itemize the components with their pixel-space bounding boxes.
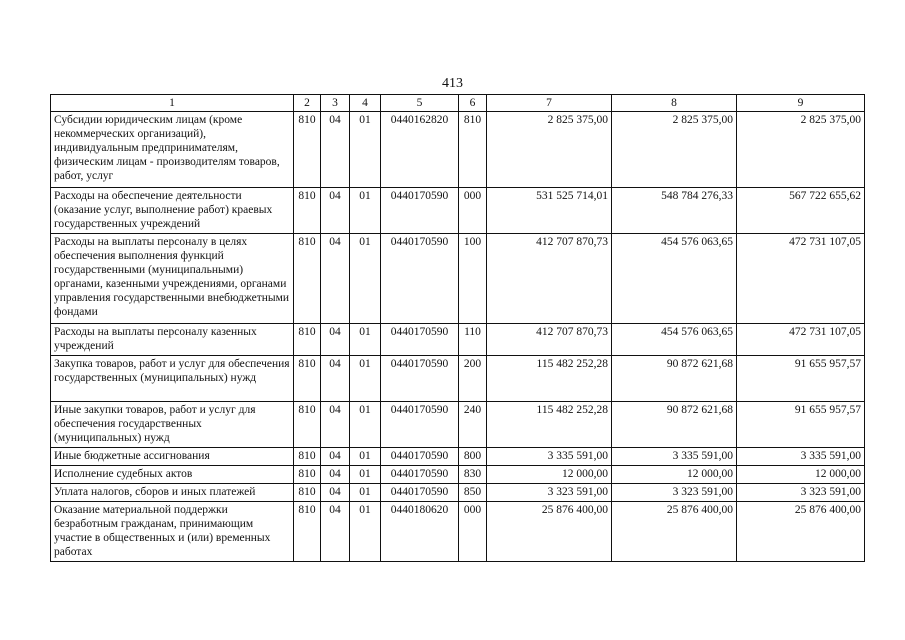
row-code-6: 830 — [459, 466, 487, 484]
row-code-4: 01 — [350, 402, 381, 448]
column-header: 1 — [51, 95, 294, 112]
row-code-3: 04 — [321, 112, 350, 188]
column-header: 4 — [350, 95, 381, 112]
row-code-5: 0440170590 — [381, 324, 459, 356]
row-amount-8: 3 323 591,00 — [612, 484, 737, 502]
row-code-2: 810 — [294, 324, 321, 356]
row-amount-7: 115 482 252,28 — [487, 356, 612, 402]
row-amount-8: 548 784 276,33 — [612, 188, 737, 234]
row-code-3: 04 — [321, 234, 350, 324]
row-amount-8: 454 576 063,65 — [612, 324, 737, 356]
table-row — [51, 112, 865, 188]
row-amount-7: 12 000,00 — [487, 466, 612, 484]
budget-table — [50, 94, 865, 562]
page-number: 413 — [442, 76, 463, 91]
column-header: 5 — [381, 95, 459, 112]
row-code-5: 0440170590 — [381, 448, 459, 466]
row-name: Расходы на выплаты персоналу казенных учреждений — [51, 324, 294, 356]
row-code-4: 01 — [350, 466, 381, 484]
row-name: Расходы на обеспечение деятельности (оказание услуг, выполнение работ) краевых государственных учреждений — [51, 188, 294, 234]
table-row — [51, 188, 865, 234]
row-code-5: 0440170590 — [381, 402, 459, 448]
row-amount-7: 115 482 252,28 — [487, 402, 612, 448]
row-code-3: 04 — [321, 402, 350, 448]
row-amount-9: 91 655 957,57 — [737, 356, 865, 402]
row-amount-8: 25 876 400,00 — [612, 502, 737, 562]
row-amount-8: 90 872 621,68 — [612, 402, 737, 448]
row-amount-9: 3 323 591,00 — [737, 484, 865, 502]
row-code-5: 0440170590 — [381, 466, 459, 484]
row-code-4: 01 — [350, 112, 381, 188]
row-amount-9: 91 655 957,57 — [737, 402, 865, 448]
row-code-3: 04 — [321, 356, 350, 402]
row-code-6: 800 — [459, 448, 487, 466]
row-code-2: 810 — [294, 402, 321, 448]
row-amount-7: 531 525 714,01 — [487, 188, 612, 234]
row-amount-9: 3 335 591,00 — [737, 448, 865, 466]
column-number-row — [51, 95, 865, 112]
row-code-5: 0440170590 — [381, 188, 459, 234]
row-amount-7: 412 707 870,73 — [487, 234, 612, 324]
row-name: Закупка товаров, работ и услуг для обеспечения государственных (муниципальных) нужд — [51, 356, 294, 402]
row-code-4: 01 — [350, 502, 381, 562]
row-code-3: 04 — [321, 502, 350, 562]
row-amount-9: 2 825 375,00 — [737, 112, 865, 188]
row-code-3: 04 — [321, 188, 350, 234]
row-name: Иные бюджетные ассигнования — [51, 448, 294, 466]
table-row — [51, 448, 865, 466]
row-code-6: 850 — [459, 484, 487, 502]
row-name: Иные закупки товаров, работ и услуг для обеспечения государственных (муниципальных) нужд — [51, 402, 294, 448]
row-amount-7: 3 323 591,00 — [487, 484, 612, 502]
column-header: 3 — [321, 95, 350, 112]
row-code-6: 110 — [459, 324, 487, 356]
column-header: 7 — [487, 95, 612, 112]
table-row — [51, 324, 865, 356]
row-name: Уплата налогов, сборов и иных платежей — [51, 484, 294, 502]
table-row — [51, 234, 865, 324]
row-amount-9: 472 731 107,05 — [737, 324, 865, 356]
row-code-4: 01 — [350, 484, 381, 502]
row-name: Субсидии юридическим лицам (кроме некоммерческих организаций), индивидуальным предпринимателям, физическим лицам - производителям товаров, работ, услуг — [51, 112, 294, 188]
row-code-4: 01 — [350, 234, 381, 324]
row-amount-9: 567 722 655,62 — [737, 188, 865, 234]
row-name: Исполнение судебных актов — [51, 466, 294, 484]
row-amount-7: 3 335 591,00 — [487, 448, 612, 466]
row-amount-9: 25 876 400,00 — [737, 502, 865, 562]
table-row — [51, 402, 865, 448]
row-amount-7: 25 876 400,00 — [487, 502, 612, 562]
table-row — [51, 466, 865, 484]
row-code-2: 810 — [294, 484, 321, 502]
row-amount-7: 412 707 870,73 — [487, 324, 612, 356]
row-code-4: 01 — [350, 356, 381, 402]
table-row — [51, 502, 865, 562]
row-name: Расходы на выплаты персоналу в целях обеспечения выполнения функций государственными (муниципальными) органами, казенными учреждениями, органами управления государственными внебюджетными фондами — [51, 234, 294, 324]
row-code-6: 200 — [459, 356, 487, 402]
row-code-5: 0440180620 — [381, 502, 459, 562]
row-code-6: 810 — [459, 112, 487, 188]
row-name: Оказание материальной поддержки безработным гражданам, принимающим участие в общественных и (или) временных работах — [51, 502, 294, 562]
row-code-2: 810 — [294, 234, 321, 324]
row-amount-9: 12 000,00 — [737, 466, 865, 484]
column-header: 2 — [294, 95, 321, 112]
row-code-2: 810 — [294, 112, 321, 188]
row-amount-8: 12 000,00 — [612, 466, 737, 484]
row-code-2: 810 — [294, 466, 321, 484]
row-code-3: 04 — [321, 466, 350, 484]
row-code-2: 810 — [294, 356, 321, 402]
row-amount-8: 3 335 591,00 — [612, 448, 737, 466]
row-code-4: 01 — [350, 188, 381, 234]
row-code-2: 810 — [294, 502, 321, 562]
column-header: 9 — [737, 95, 865, 112]
table-row — [51, 356, 865, 402]
row-amount-7: 2 825 375,00 — [487, 112, 612, 188]
row-code-3: 04 — [321, 448, 350, 466]
row-amount-9: 472 731 107,05 — [737, 234, 865, 324]
column-header: 6 — [459, 95, 487, 112]
column-header: 8 — [612, 95, 737, 112]
row-code-5: 0440170590 — [381, 234, 459, 324]
row-amount-8: 90 872 621,68 — [612, 356, 737, 402]
table-row — [51, 484, 865, 502]
row-amount-8: 454 576 063,65 — [612, 234, 737, 324]
row-code-5: 0440170590 — [381, 356, 459, 402]
row-code-6: 000 — [459, 188, 487, 234]
row-code-6: 240 — [459, 402, 487, 448]
row-code-2: 810 — [294, 448, 321, 466]
row-amount-8: 2 825 375,00 — [612, 112, 737, 188]
row-code-6: 100 — [459, 234, 487, 324]
row-code-3: 04 — [321, 324, 350, 356]
row-code-5: 0440170590 — [381, 484, 459, 502]
row-code-6: 000 — [459, 502, 487, 562]
row-code-3: 04 — [321, 484, 350, 502]
row-code-5: 0440162820 — [381, 112, 459, 188]
row-code-4: 01 — [350, 448, 381, 466]
row-code-2: 810 — [294, 188, 321, 234]
row-code-4: 01 — [350, 324, 381, 356]
